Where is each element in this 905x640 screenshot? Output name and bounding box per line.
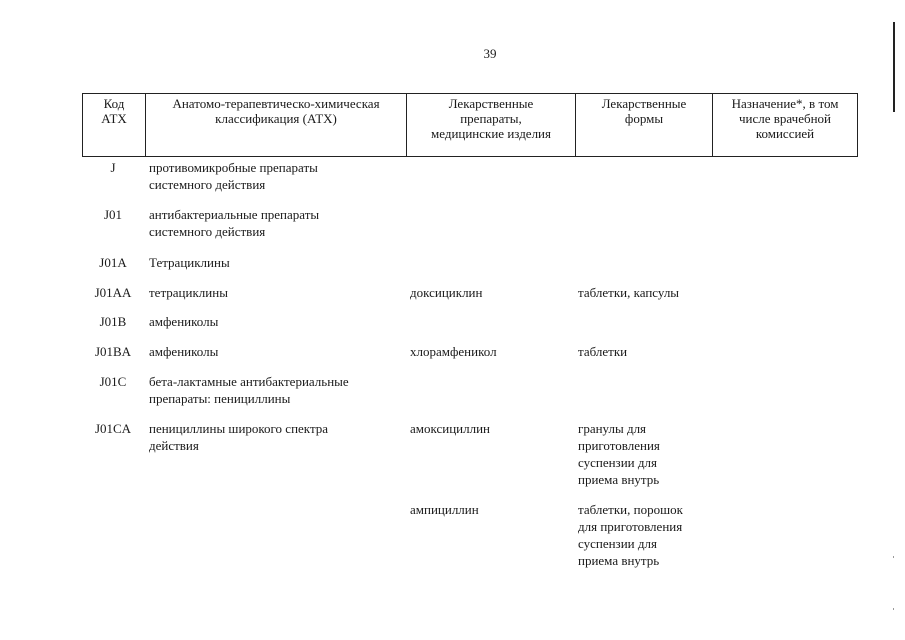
dosage-form: таблетки, капсулы <box>578 285 680 300</box>
scan-edge-mark <box>893 556 894 558</box>
scan-edge-rule <box>893 22 895 112</box>
atx-code: J01A <box>99 255 127 270</box>
header-purpose: Назначение*, в том числе врачебной комиссией <box>731 96 839 141</box>
atx-classification: пенициллины широкого спектра действия <box>149 421 329 453</box>
dosage-form: таблетки <box>578 344 628 359</box>
atx-classification: противомикробные препараты системного действия <box>149 160 318 192</box>
header-code: Код АТХ <box>101 96 127 126</box>
atx-code: J01C <box>99 374 127 389</box>
drug-name: хлорамфеникол <box>410 344 497 359</box>
table-header <box>82 93 858 157</box>
atx-classification: амфениколы <box>149 344 219 359</box>
atx-classification: антибактериальные препараты системного действия <box>149 207 320 239</box>
atx-code: J01CA <box>94 421 132 436</box>
atx-code: J01AA <box>94 285 132 300</box>
drug-name: доксициклин <box>410 285 483 300</box>
atx-code: J <box>110 160 116 175</box>
page-number: 39 <box>483 46 497 61</box>
drug-name: амоксициллин <box>410 421 491 436</box>
atx-classification: амфениколы <box>149 314 219 329</box>
atx-code: J01BA <box>94 344 132 359</box>
atx-classification: бета-лактамные антибактериальные препараты: пенициллины <box>149 374 349 406</box>
dosage-form: гранулы для приготовления суспензии для приема внутрь <box>578 421 660 487</box>
atx-code: J01B <box>99 314 127 329</box>
scan-edge-mark <box>893 608 894 610</box>
atx-classification: тетрациклины <box>149 285 228 300</box>
header-drugs: Лекарственные препараты, медицинские изделия <box>431 96 551 141</box>
dosage-form: таблетки, порошок для приготовления суспензии для приема внутрь <box>578 502 683 568</box>
header-classification: Анатомо-терапевтическо-химическая классификация (АТХ) <box>172 96 380 126</box>
drug-name: ампициллин <box>410 502 479 517</box>
atx-classification: Тетрациклины <box>149 255 230 270</box>
atx-code: J01 <box>103 207 123 222</box>
header-forms: Лекарственные формы <box>601 96 687 126</box>
